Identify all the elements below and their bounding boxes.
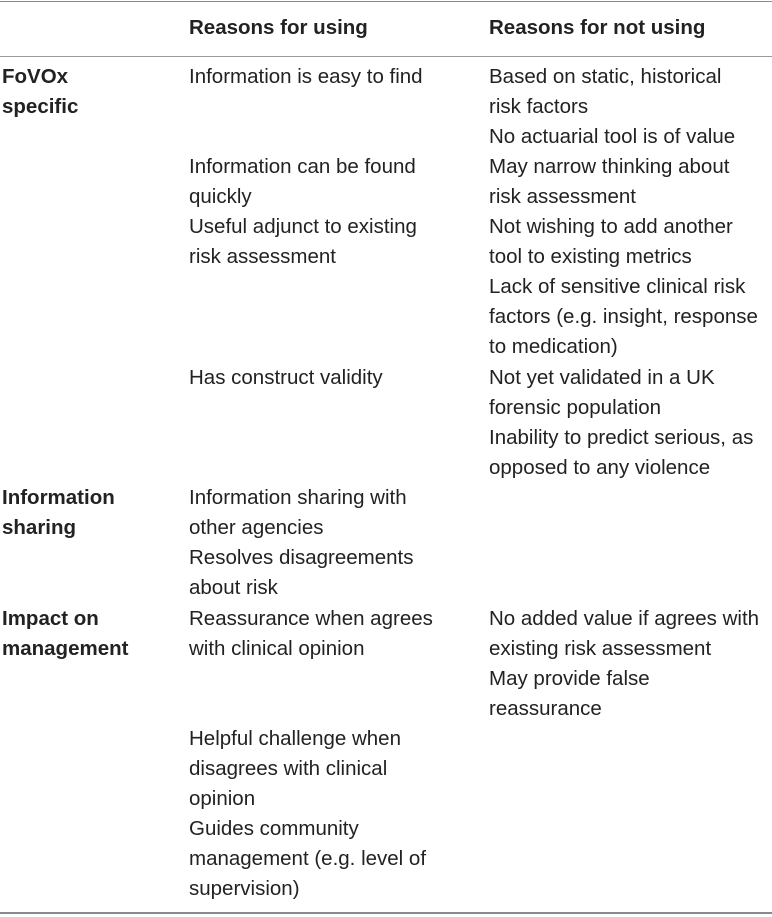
fovox-using-item: Has construct validity [189, 366, 383, 389]
row-label-information-sharing: Information sharing [2, 486, 115, 539]
fovox-using-item: Information can be found quickly [189, 155, 416, 208]
row-label-impact-on-management: Impact on management [2, 607, 129, 660]
impact-using-item: Guides community management (e.g. level of supervision) [189, 817, 427, 900]
fovox-not-using-item: Based on static, historical risk factors [489, 65, 722, 118]
row-label-fovox-specific: FoVOx specific [2, 65, 79, 118]
fovox-not-using-item: Lack of sensitive clinical risk factors (e.g. insight, response to medication) [489, 275, 758, 358]
impact-not-using-item: No added value if agrees with existing risk assessment [489, 607, 760, 660]
fovox-using-item: Useful adjunct to existing risk assessment [189, 215, 417, 268]
header-reasons-for-not-using: Reasons for not using [489, 16, 706, 39]
fovox-not-using-item: Inability to predict serious, as opposed to any violence [489, 426, 754, 479]
fovox-using-item: Information is easy to find [189, 65, 423, 88]
impact-using-item: Helpful challenge when disagrees with clinical opinion [189, 727, 401, 810]
header-reasons-for-using: Reasons for using [189, 16, 368, 39]
table-top-rule [0, 1, 772, 2]
impact-not-using-item: May provide false reassurance [489, 667, 650, 720]
info-sharing-using-item: Information sharing with other agencies [189, 486, 407, 539]
table-bottom-rule [0, 912, 772, 914]
fovox-not-using-item: Not yet validated in a UK forensic population [489, 366, 715, 419]
info-sharing-using-item: Resolves disagreements about risk [189, 546, 414, 599]
impact-using-item: Reassurance when agrees with clinical opinion [189, 607, 433, 660]
header-rule [0, 56, 772, 57]
fovox-not-using-item: No actuarial tool is of value [489, 125, 736, 148]
fovox-not-using-item: Not wishing to add another tool to existing metrics [489, 215, 733, 268]
fovox-not-using-item: May narrow thinking about risk assessment [489, 155, 730, 208]
